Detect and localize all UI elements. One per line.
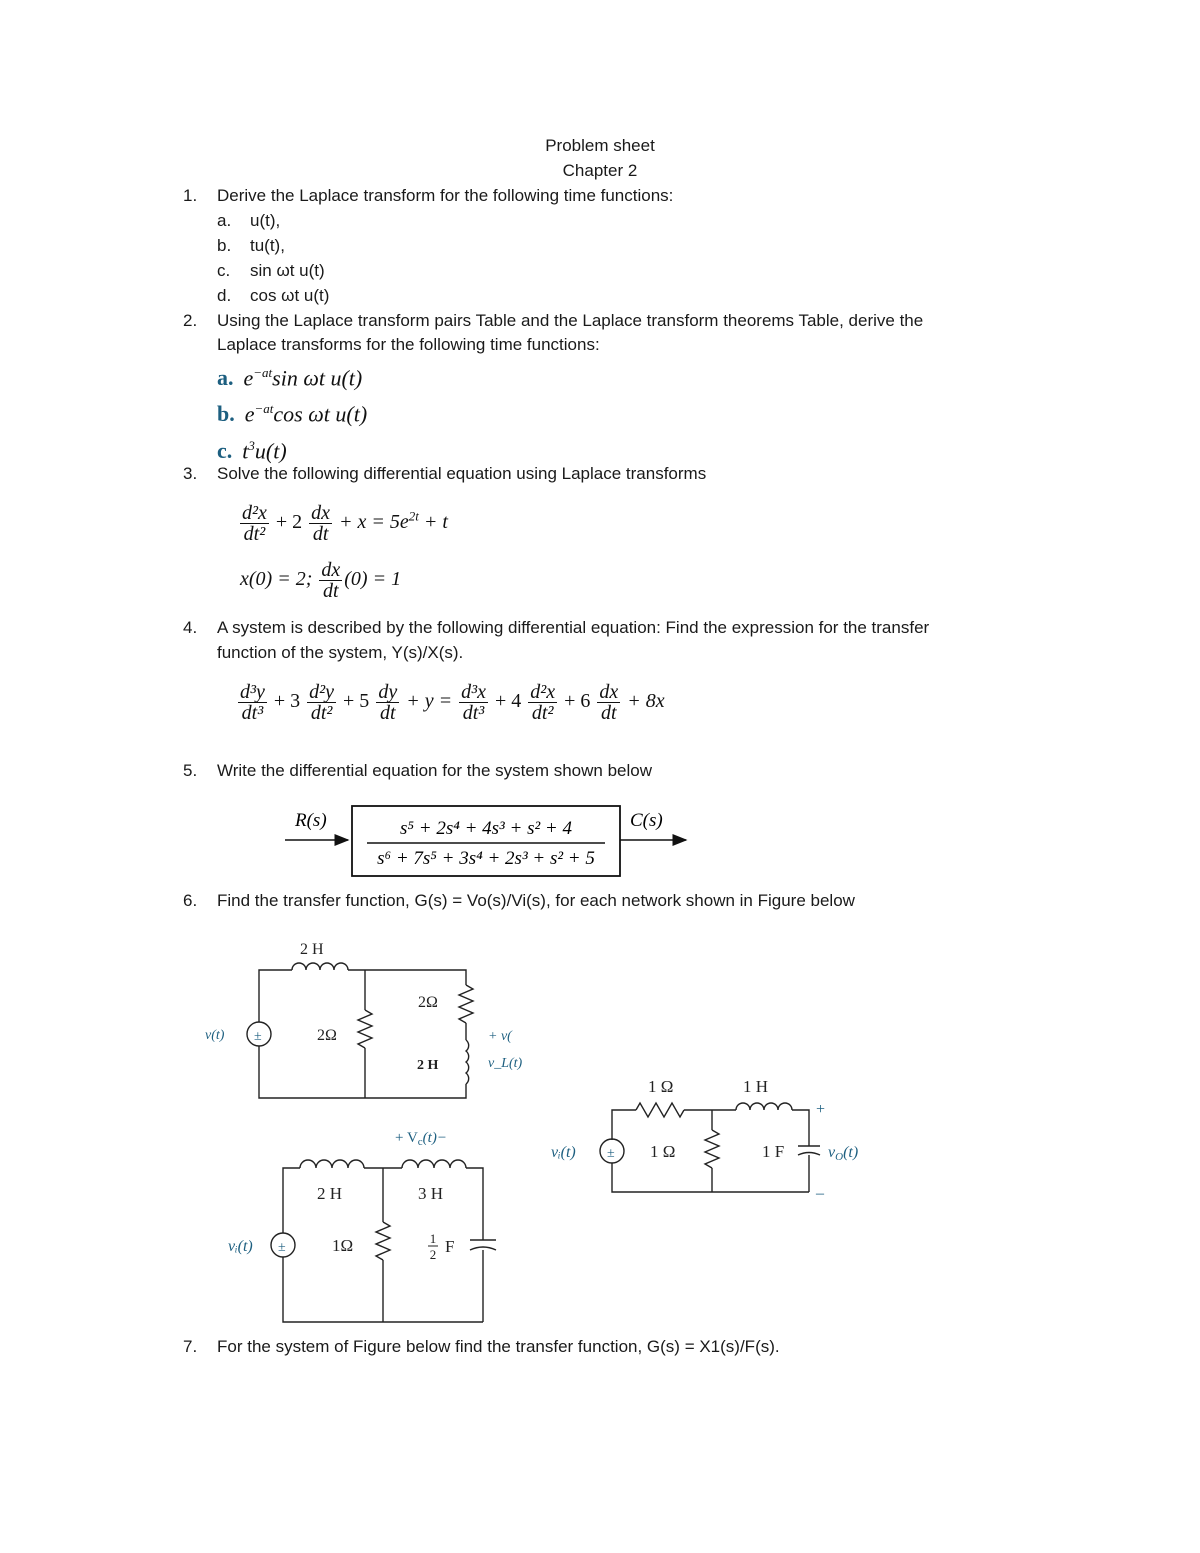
component-label: 1 Ω <box>650 1142 676 1161</box>
cap-fraction-num: 1 <box>429 1231 437 1246</box>
item-text: sin ωt u(t) <box>250 261 325 280</box>
item-text: u(t), <box>250 211 281 230</box>
item-label: c. <box>217 438 233 464</box>
question-text: function of the system, Y(s)/X(s). <box>217 643 464 662</box>
circuit-a <box>247 963 473 1098</box>
resistor-icon <box>705 1130 719 1168</box>
page-title: Problem sheet <box>545 136 655 155</box>
inductor-icon <box>292 963 348 970</box>
item-text: cos ωt u(t) <box>250 286 330 305</box>
input-label: R(s) <box>295 810 327 831</box>
question-text: Laplace transforms for the following time functions: <box>217 335 600 354</box>
component-label: 2 H <box>317 1184 343 1203</box>
question-number: 2. <box>183 311 198 330</box>
component-label: 3 H <box>418 1184 444 1203</box>
source-label: v(t) <box>205 1028 225 1043</box>
question-text: Write the differential equation for the system shown below <box>217 761 652 780</box>
output-label: vO(t) <box>828 1144 859 1163</box>
wire <box>612 1110 636 1140</box>
circuit-c <box>600 1103 820 1192</box>
question-number: 4. <box>183 618 198 637</box>
output-label: v_L(t) <box>488 1056 523 1071</box>
component-label: 2 H <box>417 1058 439 1073</box>
resistor-icon <box>358 1010 372 1048</box>
minus-sign: – <box>816 1185 824 1202</box>
component-label: 1 H <box>743 1077 769 1096</box>
wire <box>259 970 292 1022</box>
question-number: 7. <box>183 1337 198 1356</box>
cap-fraction-den: 2 <box>429 1247 437 1262</box>
math-item: b. $e^{-at}\cos$ ωt u(t) <box>217 401 368 427</box>
output-label: + $V_c(t)-$ <box>395 1130 447 1148</box>
plus-sign: + <box>816 1101 826 1118</box>
wire <box>466 1168 483 1240</box>
question-text: Derive the Laplace transform for the following time functions: <box>217 186 674 205</box>
capacitor-icon <box>470 1247 496 1250</box>
wire <box>348 970 466 985</box>
resistor-icon <box>376 1222 390 1260</box>
question-text: Solve the following differential equation using Laplace transforms <box>217 464 707 483</box>
question-number: 1. <box>183 186 198 205</box>
component-label: 2Ω <box>317 1027 337 1044</box>
inductor-icon <box>402 1160 466 1168</box>
item-label: a. <box>217 211 232 230</box>
question-text: Using the Laplace transform pairs Table and the Laplace transform theorems Table, derive the <box>217 311 924 330</box>
output-label: + v( <box>488 1029 512 1044</box>
circuit-b <box>271 1160 496 1322</box>
plus-minus-icon: ± <box>607 1146 615 1161</box>
numerator: s⁵ + 2s⁴ + 4s³ + s² + 4 <box>400 818 572 839</box>
wire <box>283 1168 300 1233</box>
component-label: 2 H <box>300 941 324 958</box>
inductor-icon <box>736 1103 792 1110</box>
math-item: c. $t^3u(t)$ <box>217 438 287 464</box>
item-label: b. <box>217 401 235 427</box>
block-diagram <box>285 806 686 876</box>
differential-equation: $\frac{\text{d²x}}{\text{dt²}}$ + 2 $\frac{dx}{dt}$ + $x = 5e^{2t} + t$ <box>242 502 448 545</box>
inductor-icon <box>300 1160 364 1168</box>
initial-conditions: x(0) = 2; $\frac{dx}{dt}$ (0) = 1 <box>240 559 402 602</box>
component-label: F <box>445 1237 455 1256</box>
system-equation: $\frac{\text{d³y}}{\text{dt³}}$ + 3 $\frac{\text{d²y}}{\text{dt²}}$ + 5 $\frac{dy}{dt}$ + y = $\frac{\text{d³x}}{\text{dt³}}$ + 4 $\frac{\text{d²x}}{\text{dt²}}$ + 6 $\frac{dx}{dt}$ + 8x <box>240 681 665 724</box>
resistor-icon <box>636 1103 684 1117</box>
source-label: vᵢ(t) <box>551 1144 576 1161</box>
component-label: 1Ω <box>332 1236 354 1255</box>
circuit-b-labels <box>228 1130 454 1262</box>
circuit-a-labels <box>205 941 523 1073</box>
source-label: vᵢ(t) <box>228 1238 253 1255</box>
inductor-icon <box>466 1040 469 1084</box>
wire <box>792 1110 809 1146</box>
component-label: 1 F <box>762 1142 785 1161</box>
component-label: 2Ω <box>418 994 438 1011</box>
question-text: For the system of Figure below find the transfer function, G(s) = X1(s)/F(s). <box>217 1337 780 1356</box>
plus-minus-icon: ± <box>254 1029 262 1044</box>
question-number: 6. <box>183 891 198 910</box>
question-number: 5. <box>183 761 198 780</box>
item-label: b. <box>217 236 232 255</box>
chapter-title: Chapter 2 <box>562 161 638 180</box>
question-text: A system is described by the following differential equation: Find the expression for the transfer <box>217 618 930 637</box>
item-text: tu(t), <box>250 236 285 255</box>
math-item: a. $e^{-at}\sin$ ωt u(t) <box>217 365 363 391</box>
component-label: 1 Ω <box>648 1077 674 1096</box>
capacitor-icon <box>798 1153 820 1156</box>
item-label: a. <box>217 365 234 391</box>
question-number: 3. <box>183 464 198 483</box>
question-text: Find the transfer function, G(s) = Vo(s)/Vi(s), for each network shown in Figure below <box>217 891 855 910</box>
output-label: C(s) <box>630 810 663 831</box>
resistor-icon <box>459 985 473 1023</box>
denominator: s⁶ + 7s⁵ + 3s⁴ + 2s³ + s² + 5 <box>377 848 595 869</box>
item-label: d. <box>217 286 232 305</box>
item-label: c. <box>217 261 231 280</box>
plus-minus-icon: ± <box>278 1240 286 1255</box>
